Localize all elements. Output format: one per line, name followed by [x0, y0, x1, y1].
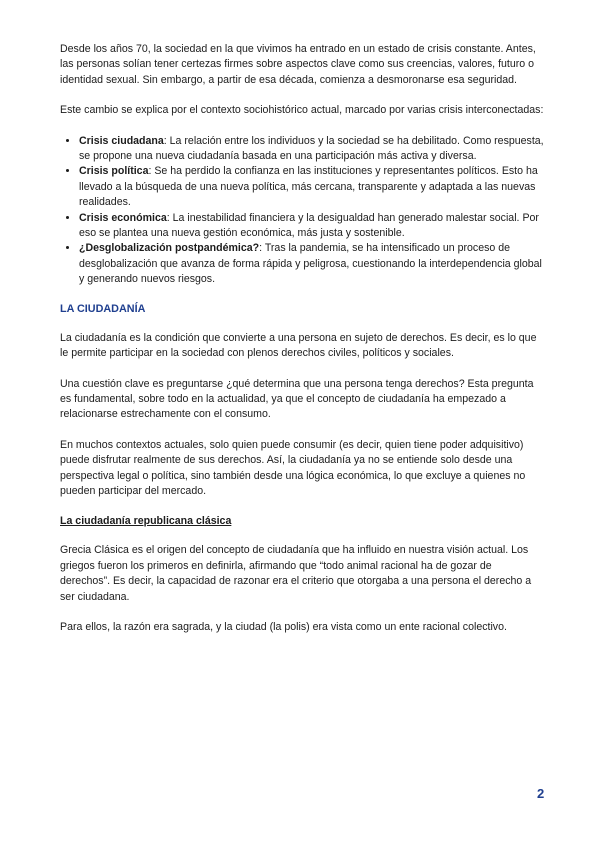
crisis-title: ¿Desglobalización postpandémica?: [79, 242, 260, 255]
intro-paragraph-2: Este cambio se explica por el contexto sociohistórico actual, marcado por varias crisis interconectadas:: [60, 104, 544, 117]
list-item: [79, 211, 544, 242]
subsection-paragraph-2: Para ellos, la razón era sagrada, y la ciudad (la polis) era vista como un ente racional colectivo.: [60, 620, 507, 633]
subsection-heading: La ciudadanía republicana clásica: [60, 515, 232, 528]
list-item: [79, 241, 544, 287]
crisis-title: Crisis ciudadana: [79, 134, 164, 147]
list-item: [79, 164, 544, 210]
section-paragraph-2: Una cuestión clave es preguntarse ¿qué determina que una persona tenga derechos? Esta pregunta es fundamental, sobre todo en la actualidad, ya que el concepto de ciudadanía ha empezado a relacionarse estrechamente con el consumo.: [60, 377, 534, 421]
section-heading: LA CIUDADANÍA: [60, 302, 146, 315]
page-number: 2: [537, 786, 545, 801]
crisis-title: Crisis política: [79, 165, 149, 178]
crises-list: [60, 134, 544, 288]
crisis-text: : Tras la pandemia, se ha intensificado un proceso de desglobalización que avanza de forma rápida y peligrosa, cuestionando la interdependencia global y generando nuevos riesgos.: [79, 242, 542, 286]
section-paragraph-1: La ciudadanía es la condición que convierte a una persona en sujeto de derechos. Es decir, es lo que le permite participar en la sociedad con plenos derechos civiles, políticos y sociales.: [60, 331, 537, 360]
document-page: [60, 42, 544, 650]
crisis-text: : Se ha perdido la confianza en las instituciones y representantes políticos. Esto ha llevado a la búsqueda de una nueva política, más cercana, transparente y adaptada a las nuevas realidades.: [79, 165, 538, 209]
crisis-text: : La relación entre los individuos y la sociedad se ha debilitado. Como respuesta, se propone una nueva ciudadanía basada en una participación más activa y diversa.: [79, 134, 544, 163]
crisis-title: Crisis económica: [79, 211, 167, 224]
subsection-paragraph-1: Grecia Clásica es el origen del concepto de ciudadanía que ha influido en nuestra visión actual. Los griegos fueron los primeros en definirla, afirmando que “todo animal racional ha de gozar de derechos”. Es decir, la capacidad de razonar era el criterio que otorgaba a una persona el derecho a ser ciudadana.: [60, 544, 532, 603]
crisis-text: : La inestabilidad financiera y la desigualdad han generado malestar social. Por eso se plantea una nueva gestión económica, más justa y sostenible.: [79, 211, 539, 240]
list-item: [79, 134, 544, 165]
section-paragraph-3: En muchos contextos actuales, solo quien puede consumir (es decir, quien tiene poder adquisitivo) puede disfrutar realmente de sus derechos. Así, la ciudadanía ya no se entiende solo desde una perspectiva legal o política, sino también desde una lógica económica, lo que excluye a quienes no pueden participar del mercado.: [60, 438, 526, 497]
intro-paragraph-1: Desde los años 70, la sociedad en la que vivimos ha entrado en un estado de crisis constante. Antes, las personas solían tener certezas firmes sobre aspectos clave como sus creencias, valores, futuro o identidad sexual. Sin embargo, a partir de esa década, comienza a desmoronarse esa seguridad.: [60, 43, 536, 86]
